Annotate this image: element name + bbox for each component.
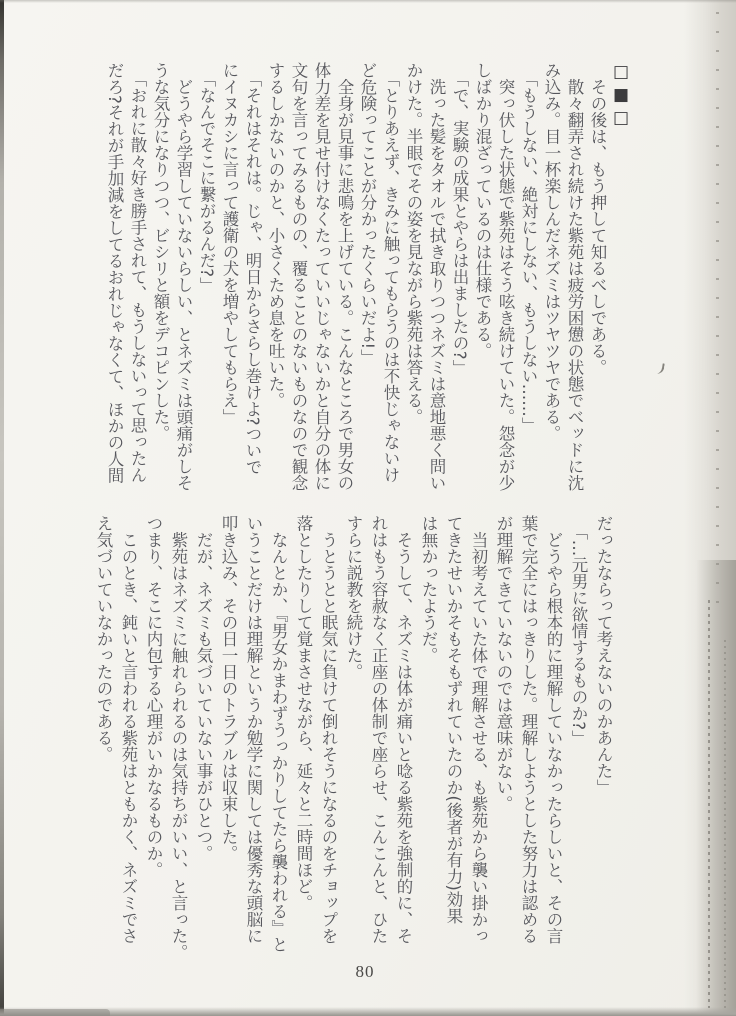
text-line: するしかないのかと、小さくため息を吐いた。 [266, 62, 285, 409]
text-line: そうして、ネズミは体が痛いと唸る紫苑を強制的に、そ [394, 515, 413, 944]
text-line: その後は、もう押して知るべしである。 [588, 62, 607, 376]
section-divider-marker: □■□ [611, 62, 631, 131]
text-line: うな気分になりつつ、ビシリと額をデコピンした。 [151, 62, 170, 442]
scan-smudge-artifact [655, 362, 664, 374]
text-line: は無かったようだ。 [419, 515, 438, 664]
binding-speckle-dots [716, 12, 719, 612]
text-line: かけた。半眼でその姿を見ながら紫苑は答える。 [404, 62, 423, 425]
page-bottom-edge-shadow [0, 1007, 736, 1016]
binding-texture-line [708, 600, 710, 1008]
lower-text-block [91, 515, 616, 961]
text-line: 突っ伏した状態で紫苑はそう呟き続けていた。怨念が少 [496, 62, 515, 491]
text-line: うとうとと眠気に負けて倒れそうになるのをチョップを [319, 515, 338, 944]
page-top-edge-shadow [0, 0, 736, 3]
text-line: 「で、実験の成果とやらは出ましたの?」 [450, 62, 469, 377]
text-line: 体力差を見せ付けなくたっていいじゃないかと自分の体に [312, 62, 331, 491]
text-line: だったならって考えないのかあんた」 [594, 515, 613, 796]
text-line: 「それはそれは。じゃ、明日からさらし巻けよ?ついで [243, 62, 262, 476]
text-line: なんとか、『男女かまわずうっかりしてたら襲われる』と [269, 515, 288, 953]
text-line: 「なんでそこに繋がるんだ?」 [197, 62, 216, 294]
binding-texture-line [724, 640, 726, 1012]
text-line: 叩き込み、その日一日のトラブルは収束した。 [219, 515, 238, 862]
text-line: ど危険ってことが分かったくらいだよ!」 [358, 62, 377, 366]
text-line: にイヌカシに言って護衛の犬を増やしてもらえ」 [220, 62, 239, 425]
text-line: 「…元男に欲情するものか?」 [569, 515, 588, 747]
text-line: このとき、鈍いと言われる紫苑はともかく、ネズミでさ [119, 515, 138, 944]
upper-text-block [103, 62, 632, 491]
text-line: 全身が見事に悲鳴を上げている。こんなところで男女の [335, 62, 354, 491]
text-line: が理解できていないのでは意味がない。 [494, 515, 513, 812]
text-line: 文句を言ってみるものの、覆ることのないものなので観念 [289, 62, 308, 491]
text-line: しばかり混ざっているのは仕様である。 [473, 62, 492, 359]
text-line: 「おれに散々好き勝手されて、もうしないって思ったん [128, 62, 147, 483]
page-number: 80 [355, 962, 375, 981]
text-line: どうやら根本的に理解していなかったらしいと、その言 [544, 515, 563, 944]
text-line: てきたせいかそもそもずれていたのか(後者が有力)効果 [444, 515, 463, 924]
text-line: いうことだけは理解というか勉学に関しては優秀な頭脳に [244, 515, 263, 944]
text-line: 葉で完全にはっきりした。理解しようとした努力は認める [519, 515, 538, 944]
text-line: 洗った髪をタオルで拭き取りつつネズミは意地悪く問い [427, 62, 446, 491]
text-line: つまり、そこに内包する心理がいかなるものか。 [144, 515, 163, 878]
binding-shadow-lower [696, 560, 736, 1016]
text-line: すらに説教を続けた。 [344, 515, 363, 680]
text-line: え気づいていなかったのである。 [94, 515, 113, 763]
text-line: 落としたりして覚まさせながら、延々と二時間ほど。 [294, 515, 313, 911]
page-left-edge-shadow [0, 0, 4, 1016]
text-line: だが、ネズミも気づいていない事がひとつ。 [194, 515, 213, 862]
text-line: どうやら学習していないらしい、とネズミは頭痛がしそ [174, 62, 193, 491]
text-line: 「もうしない、絶対にしない、もうしない……」 [519, 62, 538, 434]
bottom-left-corner-shadow [0, 1009, 110, 1016]
text-line: 「とりあえず、きみに触ってもらうのは不快じゃないけ [381, 62, 400, 483]
text-line: み込み。目一杯楽しんだネズミはツヤツヤである。 [542, 62, 561, 442]
text-line: だろ?それが手加減をしてるおれじゃなくて、ほかの人間 [105, 62, 124, 484]
text-line: 散々翻弄され続けた紫苑は疲労困憊の状態でベッドに沈 [565, 62, 584, 491]
text-line: 紫苑はネズミに触れられるのは気持ちがいい、と言った。 [169, 515, 188, 961]
text-line: 当初考えていた体で理解させる、も紫苑から襲い掛かっ [469, 515, 488, 944]
text-line: れはもう容赦なく正座の体制で座らせ、こんこんと、ひた [369, 515, 388, 944]
